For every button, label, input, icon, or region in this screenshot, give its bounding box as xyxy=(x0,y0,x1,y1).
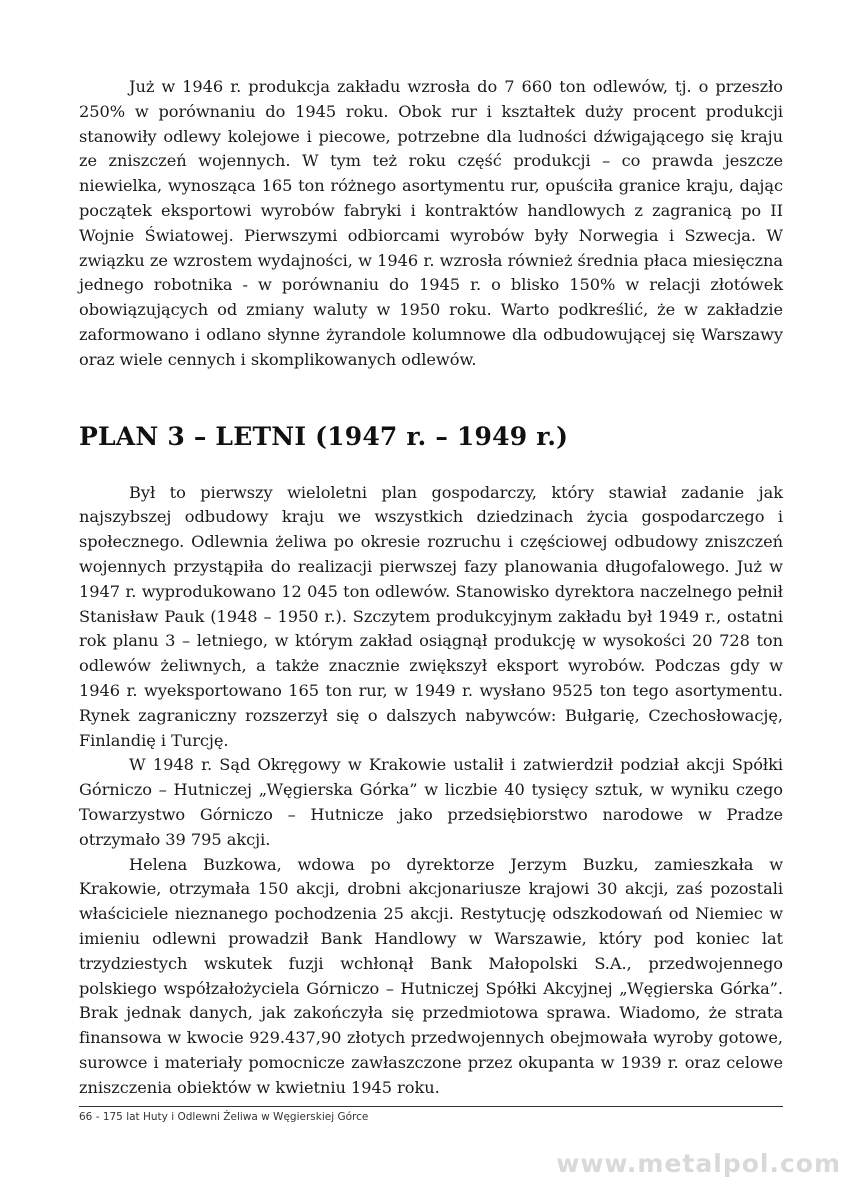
section-heading: PLAN 3 – LETNI (1947 r. – 1949 r.) xyxy=(79,421,569,451)
section-paragraph-2: W 1948 r. Sąd Okręgowy w Krakowie ustalił i zatwierdził podział akcji Spółki Górniczo – Hutniczej „Węgierska Górka” w liczbie 40 tysięcy sztuk, w wyniku czego Towarzystwo Górniczo – Hutnicze jako przedsiębiorstwo narodowe w Pradze otrzymało 39 795 akcji. xyxy=(79,755,783,849)
footer-page-info: 66 - 175 lat Huty i Odlewni Żeliwa w Węgierskiej Górce xyxy=(79,1111,369,1123)
section-paragraph-1: Był to pierwszy wieloletni plan gospodarczy, który stawiał zadanie jak najszybszej odbudowy kraju we wszystkich dziedzinach życia gospodarczego i społecznego. Odlewnia żeliwa po okresie rozruchu i częściowej odbudowy zniszczeń wojennych przystąpiła do realizacji pierwszej fazy planowania długofalowego. Już w 1947 r. wyprodukowano 12 045 ton odlewów. Stanowisko dyrektora naczelnego pełnił Stanisław Pauk (1948 – 1950 r.). Szczytem produkcyjnym zakładu był 1949 r., ostatni rok planu 3 – letniego, w którym zakład osiągnął produkcję w wysokości 20 728 ton odlewów żeliwnych, a także znacznie zwiększył eksport wyrobów. Podczas gdy w 1946 r. wyeksportowano 165 ton rur, w 1949 r. wysłano 9525 ton tego asortymentu. Rynek zagraniczny rozszerzył się o dalszych nabywców: Bułgarię, Czechosłowację, Finlandię i Turcję. xyxy=(79,482,783,750)
section-paragraph-3: Helena Buzkowa, wdowa po dyrektorze Jerzym Buzku, zamieszkała w Krakowie, otrzymała 150 akcji, drobni akcjonariusze krajowi 30 akcji, zaś pozostali właściciele nieznanego pochodzenia 25 akcji. Restytucję odszkodowań od Niemiec w imieniu odlewni prowadził Bank Handlowy w Warszawie, który pod koniec lat trzydziestych wskutek fuzji wchłonął Bank Małopolski S.A., przedwojennego polskiego współzałożyciela Górniczo – Hutniczej Spółki Akcyjnej „Węgierska Górka”. Brak jednak danych, jak zakończyła się przedmiotowa sprawa. Wiadomo, że strata finansowa w kwocie 929.437,90 złotych przedwojennych obejmowała wyroby gotowe, surowce i materiały pomocnicze zawłaszczone przez okupanta w 1939 r. oraz celowe zniszczenia obiektów w kwietniu 1945 roku. xyxy=(79,854,783,1097)
watermark: www.metalpol.com xyxy=(556,1149,841,1178)
footer-divider xyxy=(79,1106,783,1107)
document-page xyxy=(79,75,783,1100)
intro-paragraph: Już w 1946 r. produkcja zakładu wzrosła do 7 660 ton odlewów, tj. o przeszło 250% w porównaniu do 1945 roku. Obok rur i kształtek duży procent produkcji stanowiły odlewy kolejowe i piecowe, potrzebne dla ludności dźwigającego się kraju ze zniszczeń wojennych. W tym też roku część produkcji – co prawda jeszcze niewielka, wynosząca 165 ton różnego asortymentu rur, opuściła granice kraju, dając początek eksportowi wyrobów fabryki i kontraktów handlowych z zagranicą po II Wojnie Światowej. Pierwszymi odbiorcami wyrobów były Norwegia i Szwecja. W związku ze wzrostem wydajności, w 1946 r. wzrosła również średnia płaca miesięczna jednego robotnika - w porównaniu do 1945 r. o blisko 150% w relacji złotówek obowiązujących od zmiany waluty w 1950 roku. Warto podkreślić, że w zakładzie zaformowano i odlano słynne żyrandole kolumnowe dla odbudowującej się Warszawy oraz wiele cennych i skomplikowanych odlewów. xyxy=(79,77,783,369)
